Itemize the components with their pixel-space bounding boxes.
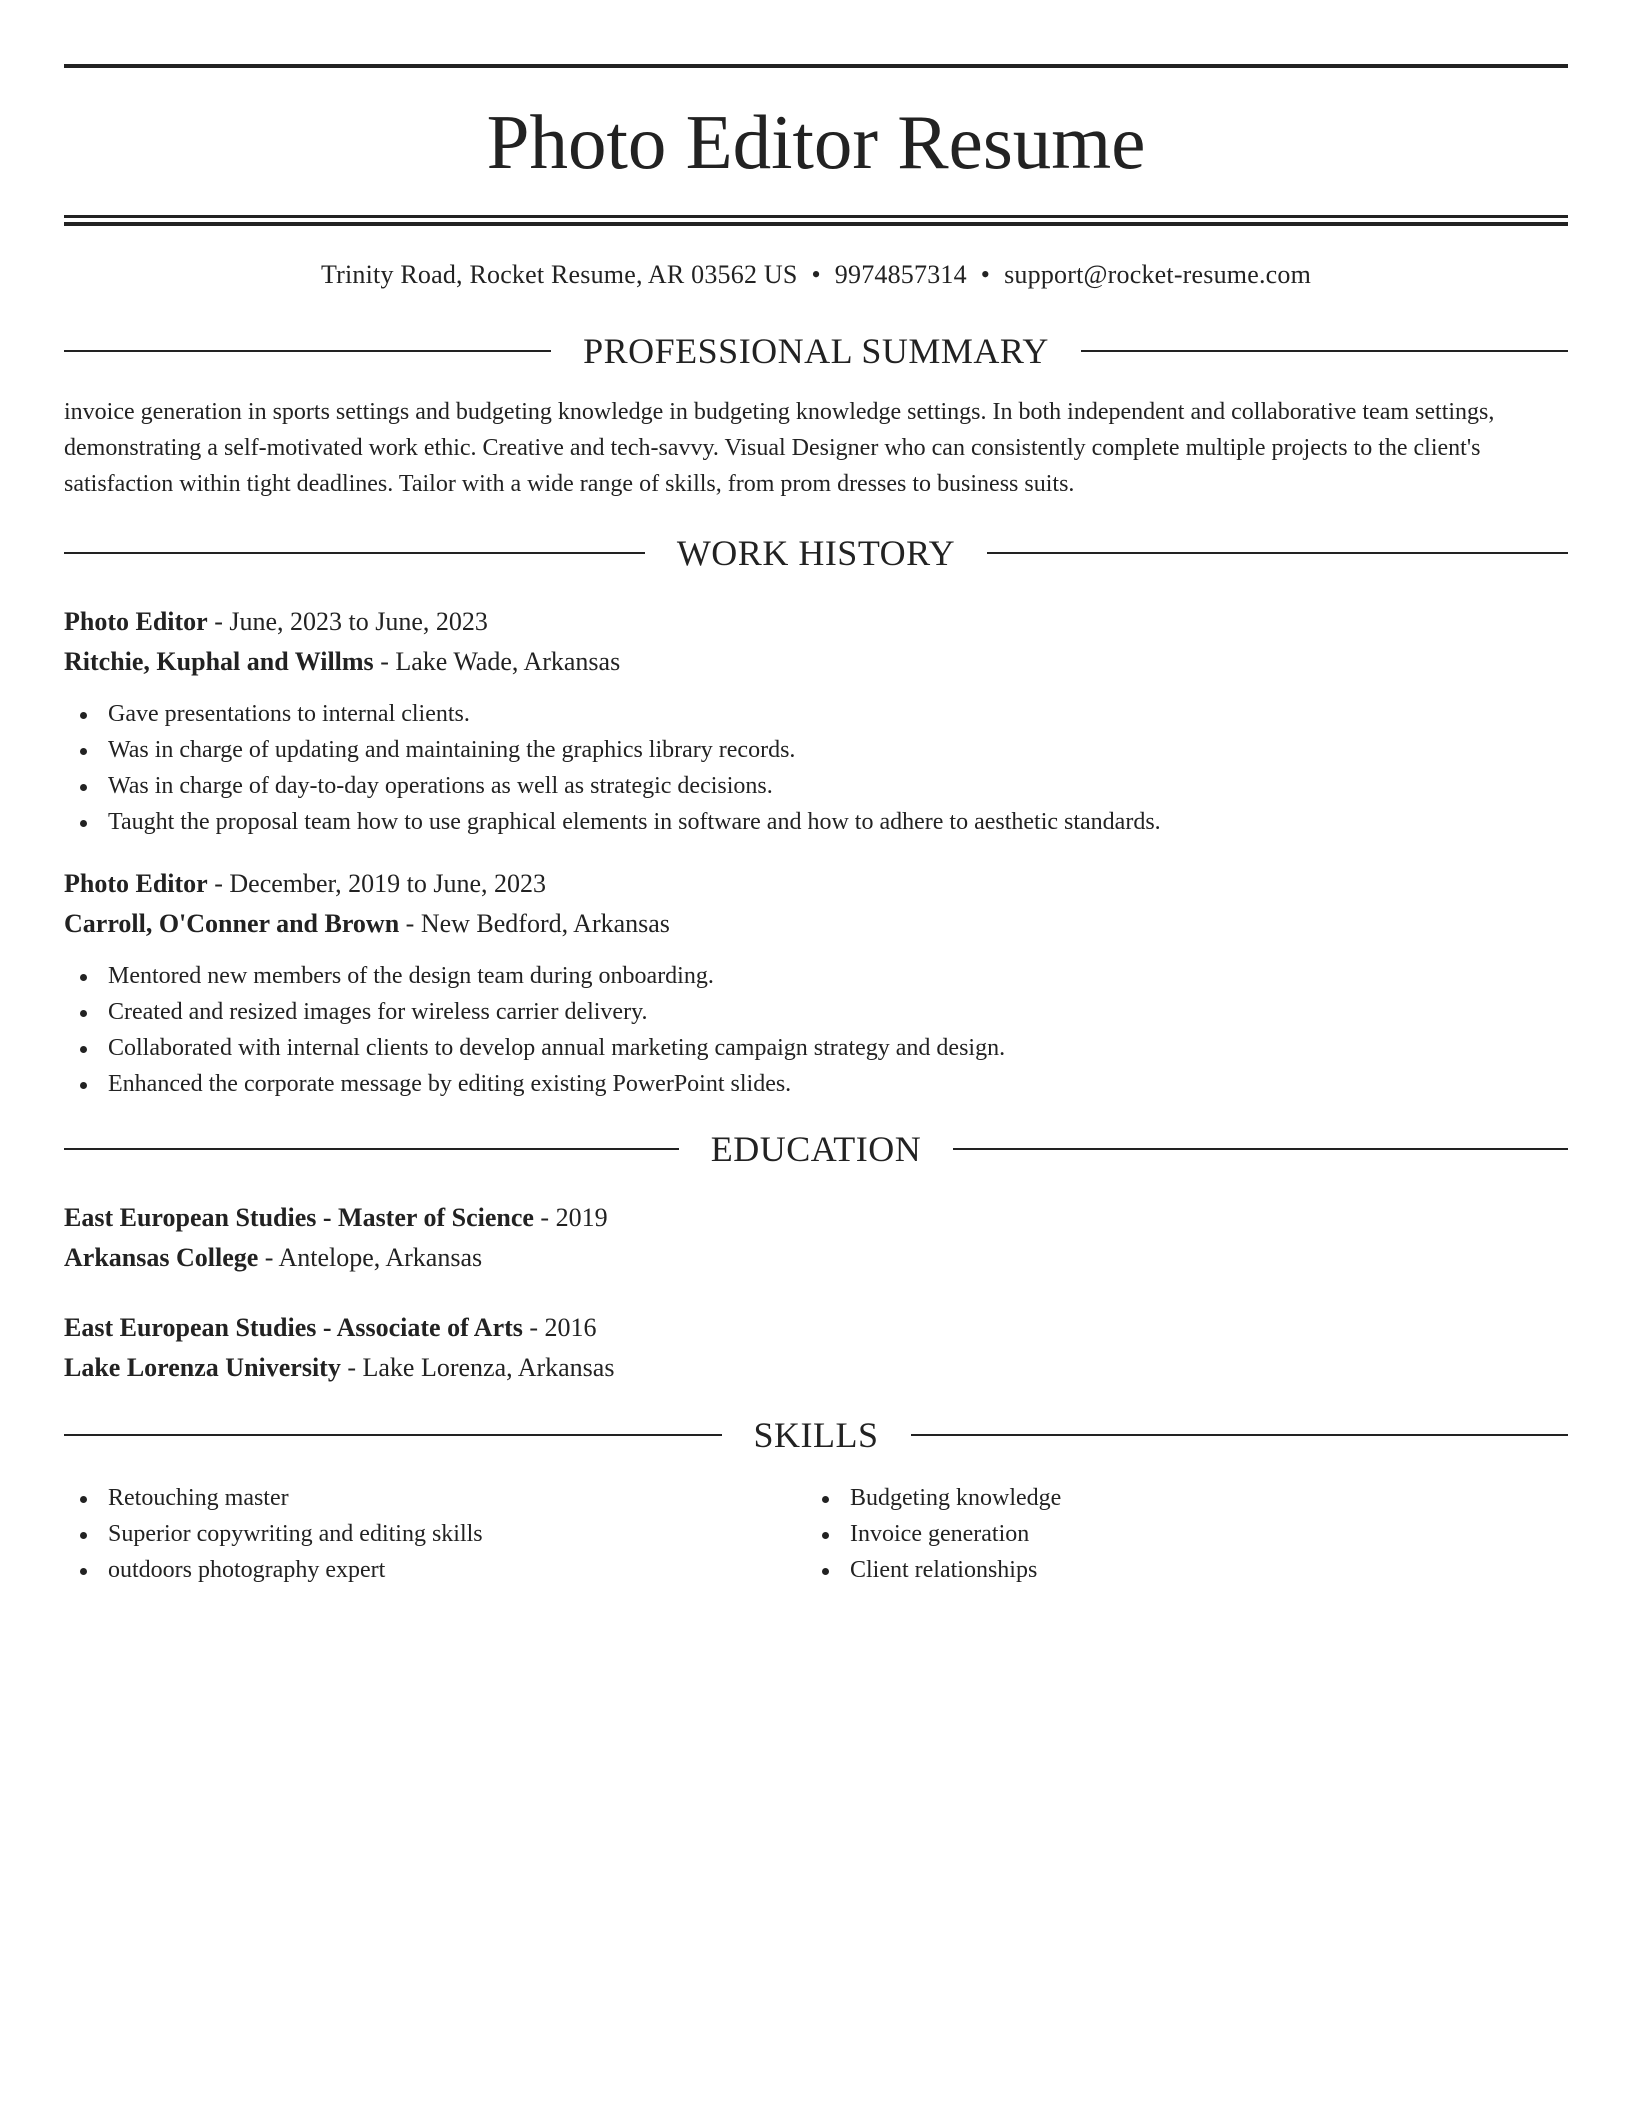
degree-name: East European Studies - Associate of Arts bbox=[64, 1313, 523, 1342]
section-title: EDUCATION bbox=[710, 1129, 922, 1169]
job-title: Photo Editor bbox=[64, 869, 208, 898]
list-item: Budgeting knowledge bbox=[806, 1480, 1548, 1516]
school-line bbox=[64, 1238, 1568, 1278]
list-item: Was in charge of day-to-day operations as well as strategic decisions. bbox=[64, 768, 1568, 804]
skills-columns bbox=[64, 1470, 1568, 1588]
employer-location: - New Bedford, Arkansas bbox=[399, 909, 670, 938]
school-line bbox=[64, 1348, 1568, 1388]
heading-rule bbox=[953, 1148, 1568, 1150]
school-location: - Lake Lorenza, Arkansas bbox=[340, 1353, 615, 1382]
spacer bbox=[64, 1278, 1568, 1308]
section-heading-skills bbox=[64, 1414, 1568, 1456]
section-title: PROFESSIONAL SUMMARY bbox=[583, 331, 1049, 371]
list-item: outdoors photography expert bbox=[64, 1552, 806, 1588]
job-duties-list bbox=[64, 696, 1568, 840]
list-item: Invoice generation bbox=[806, 1516, 1548, 1552]
school-name: Arkansas College bbox=[64, 1243, 259, 1272]
degree-year: - 2016 bbox=[522, 1313, 597, 1342]
heading-rule bbox=[64, 350, 551, 352]
list-item: Client relationships bbox=[806, 1552, 1548, 1588]
contact-email: support@rocket-resume.com bbox=[1004, 260, 1312, 289]
skills-list-left bbox=[64, 1480, 806, 1588]
degree-year: - 2019 bbox=[533, 1203, 608, 1232]
skills-list-right bbox=[806, 1480, 1548, 1588]
education-entry bbox=[64, 1198, 1568, 1278]
section-heading-work bbox=[64, 532, 1568, 574]
job-title-line bbox=[64, 602, 1568, 642]
heading-rule bbox=[1081, 350, 1568, 352]
job-title: Photo Editor bbox=[64, 607, 208, 636]
heading-rule bbox=[911, 1434, 1569, 1436]
summary-text: invoice generation in sports settings and budgeting knowledge in budgeting knowledge settings. In both independent and collaborative team settings, demonstrating a self-motivated work ethic. Creative and tech-savvy. Visual Designer who can consistently complete multiple projects to the client's satisfaction within tight deadlines. Tailor with a wide range of skills, from prom dresses to business suits. bbox=[64, 399, 1495, 497]
school-name: Lake Lorenza University bbox=[64, 1353, 341, 1382]
section-heading-education bbox=[64, 1128, 1568, 1170]
school-location: - Antelope, Arkansas bbox=[258, 1243, 483, 1272]
list-item: Taught the proposal team how to use graphical elements in software and how to adhere to aesthetic standards. bbox=[64, 804, 1568, 840]
employer-location: - Lake Wade, Arkansas bbox=[373, 647, 621, 676]
list-item: Collaborated with internal clients to develop annual marketing campaign strategy and design. bbox=[64, 1030, 1568, 1066]
degree-name: East European Studies - Master of Science bbox=[64, 1203, 534, 1232]
job-duties-list bbox=[64, 958, 1568, 1102]
heading-rule bbox=[64, 1148, 679, 1150]
employer-line bbox=[64, 904, 1568, 944]
spacer bbox=[64, 840, 1568, 864]
job-title-line bbox=[64, 864, 1568, 904]
contact-address: Trinity Road, Rocket Resume, AR 03562 US bbox=[320, 260, 798, 289]
employer-name: Carroll, O'Conner and Brown bbox=[64, 909, 400, 938]
degree-line bbox=[64, 1308, 1568, 1348]
job-dates: - June, 2023 to June, 2023 bbox=[207, 607, 488, 636]
section-title: WORK HISTORY bbox=[676, 533, 956, 573]
title-double-rule bbox=[64, 215, 1568, 226]
contact-separator: • bbox=[980, 260, 991, 289]
list-item: Gave presentations to internal clients. bbox=[64, 696, 1568, 732]
work-entry bbox=[64, 864, 1568, 1102]
contact-line bbox=[64, 260, 1568, 290]
work-entry bbox=[64, 602, 1568, 840]
list-item: Was in charge of updating and maintaining the graphics library records. bbox=[64, 732, 1568, 768]
list-item: Created and resized images for wireless carrier delivery. bbox=[64, 994, 1568, 1030]
list-item: Mentored new members of the design team during onboarding. bbox=[64, 958, 1568, 994]
section-heading-summary bbox=[64, 330, 1568, 372]
list-item: Retouching master bbox=[64, 1480, 806, 1516]
page-title: Photo Editor Resume bbox=[486, 99, 1146, 185]
employer-name: Ritchie, Kuphal and Willms bbox=[64, 647, 374, 676]
degree-line bbox=[64, 1198, 1568, 1238]
heading-rule bbox=[64, 552, 645, 554]
education-entry bbox=[64, 1308, 1568, 1388]
list-item: Superior copywriting and editing skills bbox=[64, 1516, 806, 1552]
contact-phone: 9974857314 bbox=[834, 260, 967, 289]
heading-rule bbox=[987, 552, 1568, 554]
list-item: Enhanced the corporate message by editing existing PowerPoint slides. bbox=[64, 1066, 1568, 1102]
heading-rule bbox=[64, 1434, 722, 1436]
section-title: SKILLS bbox=[753, 1415, 879, 1455]
employer-line bbox=[64, 642, 1568, 682]
contact-separator: • bbox=[811, 260, 821, 289]
job-dates: - December, 2019 to June, 2023 bbox=[207, 869, 547, 898]
